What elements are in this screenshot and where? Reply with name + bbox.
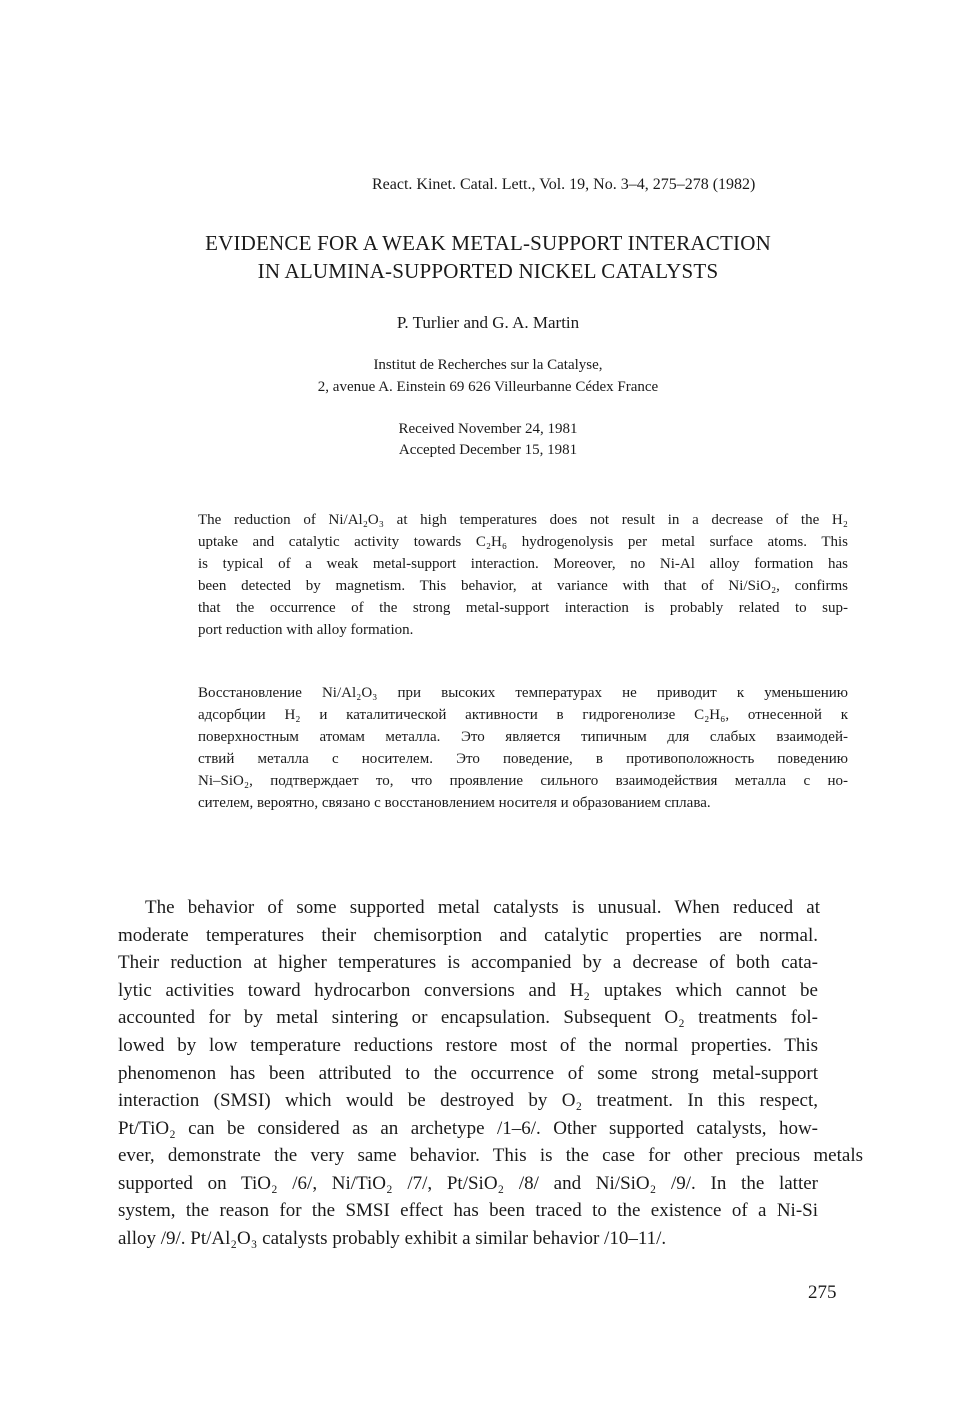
affiliation-line-2: 2, avenue A. Einstein 69 626 Villeurbanne Cédex France: [317, 379, 659, 395]
body-line: moderate temperatures their chemisorption and catalytic properties are normal.: [118, 925, 818, 946]
body-line: interaction (SMSI) which would be destroyed by O₂ treatment. In this respect,: [118, 1090, 818, 1111]
body-line: alloy /9/. Pt/Al₂O₃ catalysts probably exhibit a similar behavior /10–11/.: [118, 1228, 667, 1249]
abstract-en-line: been detected by magnetism. This behavior, at variance with that of Ni/SiO₂, confirms: [198, 578, 848, 594]
abstract-ru-line: адсорбции H₂ и каталитической активности в гидрогенолизе C₂H₆, отнесенной к: [198, 707, 848, 723]
body-line: The behavior of some supported metal catalysts is unusual. When reduced at: [145, 897, 820, 918]
body-line: system, the reason for the SMSI effect has been traced to the existence of a Ni-Si: [118, 1200, 818, 1221]
page-number: 275: [808, 1282, 837, 1303]
authors: P. Turlier and G. A. Martin: [396, 313, 580, 332]
abstract-en-line: uptake and catalytic activity towards C₂H₆ hydrogenolysis per metal surface atoms. This: [198, 534, 848, 550]
abstract-ru-line: поверхностным атомам металла. Это является типичным для слабых взаимодей-: [198, 729, 848, 745]
abstract-en-line: that the occurrence of the strong metal-support interaction is probably related to sup-: [198, 600, 848, 616]
journal-citation: React. Kinet. Catal. Lett., Vol. 19, No. 3–4, 275–278 (1982): [372, 176, 756, 193]
abstract-en-line: is typical of a weak metal-support interaction. Moreover, no Ni-Al alloy formation has: [198, 556, 848, 572]
body-line: ever, demonstrate the very same behavior. This is the case for other precious metals: [118, 1145, 863, 1166]
abstract-ru-line: Ni–SiO₂, подтверждает то, что проявление сильного взаимодействия металла с но-: [198, 773, 848, 789]
body-line: supported on TiO₂ /6/, Ni/TiO₂ /7/, Pt/SiO₂ /8/ and Ni/SiO₂ /9/. In the latter: [118, 1173, 818, 1194]
received-date: Received November 24, 1981: [398, 421, 578, 437]
body-line: lowed by low temperature reductions restore most of the normal properties. This: [118, 1035, 818, 1056]
abstract-ru-line: ствий металла с носителем. Это поведение, в противоположность поведению: [198, 751, 848, 767]
affiliation-line-1: Institut de Recherches sur la Catalyse,: [373, 357, 603, 373]
abstract-en-line: The reduction of Ni/Al₂O₃ at high temperatures does not result in a decrease of the H₂: [198, 512, 848, 528]
paper-title-line-1: EVIDENCE FOR A WEAK METAL-SUPPORT INTERACTION: [205, 231, 771, 255]
body-line: phenomenon has been attributed to the occurrence of some strong metal-support: [118, 1063, 818, 1084]
paper-title-line-2: IN ALUMINA-SUPPORTED NICKEL CATALYSTS: [257, 259, 719, 283]
body-line: accounted for by metal sintering or encapsulation. Subsequent O₂ treatments fol-: [118, 1007, 818, 1028]
abstract-en-line: port reduction with alloy formation.: [198, 622, 414, 638]
abstract-ru-line: сителем, вероятно, связано с восстановлением носителя и образованием сплава.: [198, 795, 711, 811]
body-line: Their reduction at higher temperatures is accompanied by a decrease of both cata-: [118, 952, 818, 973]
body-line: Pt/TiO₂ can be considered as an archetype /1–6/. Other supported catalysts, how-: [118, 1118, 818, 1139]
abstract-ru-line: Восстановление Ni/Al₂O₃ при высоких температурах не приводит к уменьшению: [198, 685, 848, 701]
accepted-date: Accepted December 15, 1981: [398, 442, 578, 458]
body-line: lytic activities toward hydrocarbon conversions and H₂ uptakes which cannot be: [118, 980, 818, 1001]
